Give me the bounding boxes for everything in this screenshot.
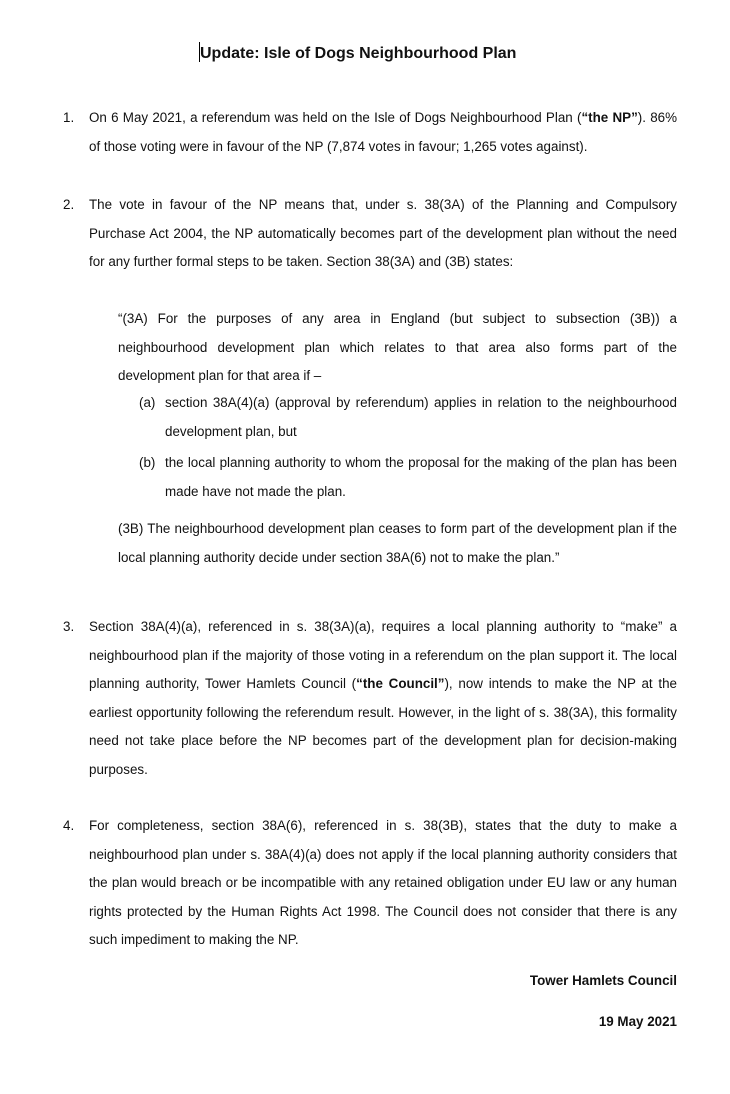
paragraph-1-text-a: On 6 May 2021, a referendum was held on the Isle of Dogs Neighbourhood Plan (: [89, 110, 582, 125]
quote-item-b-marker: (b): [139, 455, 156, 470]
paragraph-2: The vote in favour of the NP means that, under s. 38(3A) of the Planning and Compulsory Purchase Act 2004, the NP automatically becomes part of the development plan without the need for any further formal steps to be taken. Section 38(3A) and (3B) states:: [89, 197, 677, 269]
paragraph-3-number: 3.: [63, 619, 75, 634]
paragraph-4: For completeness, section 38A(6), referenced in s. 38(3B), states that the duty to make a neighbourhood plan under s. 38A(4)(a) does not apply if the local planning authority considers that the plan would breach or be incompatible with any retained obligation under EU law or any human rights protected by the Human Rights Act 1998. The Council does not consider that there is any such impediment to making the NP.: [89, 818, 677, 947]
paragraph-3-bold: “the Council”: [356, 676, 445, 691]
quote-item-b-text: the local planning authority to whom the proposal for the making of the plan has been made have not made the plan.: [165, 455, 677, 499]
paragraph-3-text-a: Section 38A(4)(a), referenced in s. 38(3A)(a), requires a local planning authority to “make” a neighbourhood plan if the majority of those voting in a referendum on the plan support it. The local planning authority, Tower Hamlets Council (: [89, 619, 677, 691]
paragraph-1-text-b: ). 86% of those voting were in favour of the NP (7,874 votes in favour; 1,265 votes against).: [89, 110, 677, 154]
quote-item-a-marker: (a): [139, 395, 156, 410]
signature-date: 19 May 2021: [598, 1014, 677, 1029]
paragraph-1-bold: “the NP”: [581, 110, 638, 125]
quote-item-a-text: section 38A(4)(a) (approval by referendum) applies in relation to the neighbourhood development plan, but: [165, 395, 677, 439]
paragraph-3-text-b: ), now intends to make the NP at the earliest opportunity following the referendum result. However, in the light of s. 38(3A), this formality need not take place before the NP becomes part of the development plan for decision-making purposes.: [89, 676, 678, 777]
paragraph-2-number: 2.: [63, 197, 75, 212]
paragraph-1: [89, 104, 677, 161]
paragraph-1-number: 1.: [63, 110, 75, 125]
document-title: Update: Isle of Dogs Neighbourhood Plan: [200, 45, 517, 62]
quote-closing: (3B) The neighbourhood development plan ceases to form part of the development plan if the local planning authority decide under section 38A(6) not to make the plan.”: [118, 521, 677, 565]
paragraph-3: [89, 613, 677, 784]
paragraph-4-number: 4.: [63, 818, 75, 833]
quote-intro: “(3A) For the purposes of any area in England (but subject to subsection (3B)) a neighbourhood development plan which relates to that area also forms part of the development plan for that area if –: [118, 311, 677, 383]
signature-organization: Tower Hamlets Council: [529, 973, 677, 988]
